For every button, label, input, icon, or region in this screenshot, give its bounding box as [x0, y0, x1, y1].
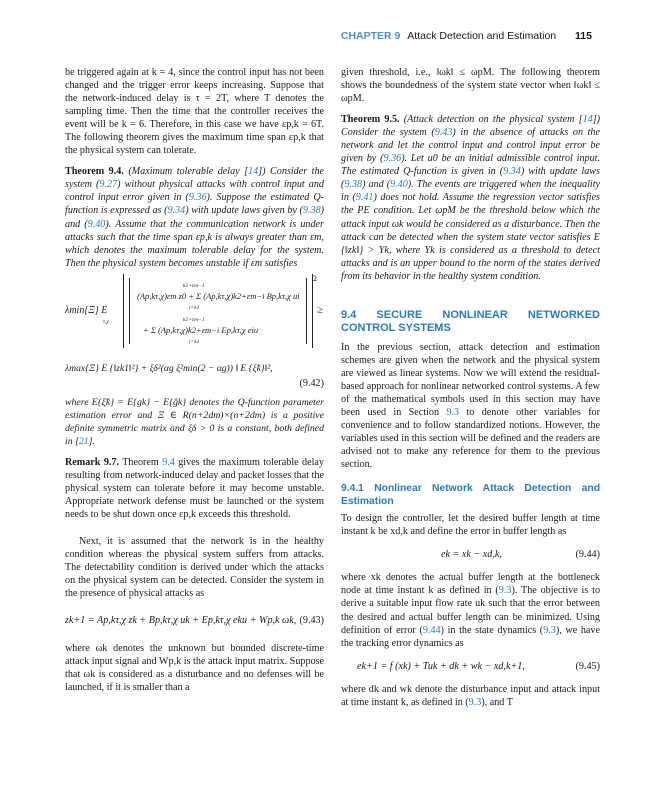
equation-link[interactable]: 9.38 — [344, 179, 363, 191]
sum-upper: k2+εm−1 — [183, 316, 205, 323]
subsection-heading: 9.4.1 Nonlinear Network Attack Detection and Estimation — [341, 483, 600, 507]
equation-link[interactable]: 9.38 — [302, 205, 321, 217]
section-link[interactable]: 9.3 — [446, 406, 460, 418]
equation-link[interactable]: 9.3 — [498, 585, 512, 597]
equation-link[interactable]: 9.40 — [390, 179, 408, 191]
chapter-title: Attack Detection and Estimation — [407, 30, 557, 42]
equation-link[interactable]: 9.40 — [87, 218, 106, 230]
paragraph: where xk denotes the actual buffer length at the bottleneck node at time instant k as defined in (9.3). The objective is to derive a suitable input flow rate uk such that the error between the desired and actual buffer length can be minimized. Using definition of error (9.44) in the state dynamics (9.3), we have the tracking error dynamics as — [341, 572, 601, 649]
paragraph: where E{ξ̃k} = E{gk} − E{ĝk} denotes the Q-function parameter estimation error and Ξ ∈ R(n+2dm)×(n+2dm) is a positive definite symmetric matrix and ξδ > 0 is a constant, both defined in [21]. — [65, 396, 324, 447]
right-column — [341, 66, 600, 709]
paragraph: Next, it is assumed that the network is in the healthy condition whereas the physical system suffers from attacks. The detectability condition is derived under which the attacks on the physical system can be detected. Consider the system in the presence of physical attacks as — [65, 536, 324, 600]
equation-link[interactable]: 9.34 — [503, 166, 521, 178]
equation-link[interactable]: 9.36 — [188, 192, 207, 204]
theorem-9-5: Theorem 9.5. (Attack detection on the physical system [14]) Consider the system (9.43) in the absence of attacks on the network and let the control input and control input error be given by (9.36). Let u0 be an initial admissible control input. The estimated Q-function is given in (9.34) with update laws (9.38) and (9.40). The events are triggered when the inequality in (9.41) does not hold. Assume the regression vector satisfies the PE condition. Let ωpM be the threshold below which the attack input ωk would be considered as a disturbance. Then the attack can be detected when the system state vector satisfies E {‖zk‖} > Υk, where Υk is considered as a threshold to detect attacks and is an upper bound to the norm of the states derived from its behavior in the healthy system condition. — [341, 114, 601, 282]
page-number: 115 — [575, 30, 592, 42]
citation-link[interactable]: 14 — [582, 114, 593, 126]
theorem-label: Theorem 9.4. — [65, 166, 124, 178]
chapter-label: CHAPTER 9 — [340, 30, 401, 42]
equation-9-45: ek+1 = f (xk) + Tuk + dk + wk − xd,k+1, (9.45) — [357, 660, 600, 672]
equation-link[interactable]: 9.36 — [383, 153, 402, 165]
equation-link[interactable]: 9.43 — [434, 127, 453, 139]
remark-9-7: Remark 9.7. Theorem 9.4 gives the maximum tolerable delay resulting from network-induced delay and packet losses that the physical system can tolerate before it may become unstable. Appropriate network defense must be launched or the system needs to be shut down once εp,k exceeds this threshold. — [65, 456, 324, 521]
sum-lower: i=k1 — [189, 304, 200, 311]
equation-number: (9.42) — [299, 377, 324, 389]
theorem-9-4: Theorem 9.4. (Maximum tolerable delay [14]) Consider the system (9.27) without physical attacks with control input and control input error given in (9.36). Suppose the estimated Q-function is expressed as (9.34) with update laws given by (9.38) and (9.40). Assume that the communication network is under attacks such that the time span εp,k is always greater than εm, which denotes the maximum tolerable delay for the system. Then the physical system becomes unstable if εm satisfies — [65, 166, 324, 269]
superscript-2: 2 — [313, 273, 317, 283]
section-heading: 9.4 SECURE NONLINEAR NETWORKED CONTROL SYSTEMS — [341, 308, 600, 334]
equation-link[interactable]: 9.27 — [99, 179, 118, 191]
geq-sign: ≥ — [317, 303, 324, 316]
running-header — [341, 30, 592, 42]
equation-link[interactable]: 9.44 — [422, 624, 441, 636]
paragraph: be triggered again at k = 4, since the control input has not been changed and the trigger error keeps increasing. Suppose that the network-induced delay is τ = 2T, where T denotes the sampling time. Then the time that the controller receives the event will be k = 6. Therefore, in this case we have εp,k = 6T. The following theorem gives the maximum time span εp,k that the physical system can tolerate. — [65, 67, 324, 157]
paragraph: In the previous section, attack detection and estimation schemes are given when the network and the physical system are viewed as linear systems. Now we will extend the residual-based approach for nonlinear networked control systems. A few of the mathematical symbols used in this section may have been used in Section 9.3 to denote other variables for convenience and to follow standardized notions. However, the variables used in this section will be defined and the readers are advised not to make any reference for them to the previous section. — [341, 341, 600, 471]
eq-row-3: λmax{Ξ} E {‖zk1‖²} + ξδ²(αg ξ²min(2 − αg)) ‖ E {ξ̃k}‖², — [65, 362, 273, 374]
theorem-label: Theorem 9.5. — [341, 114, 400, 126]
sum-upper: k2+εm−1 — [183, 282, 205, 289]
equation-number: (9.43) — [299, 615, 324, 627]
equation-link[interactable]: 9.3 — [468, 696, 482, 708]
equation-number: (9.45) — [575, 660, 600, 672]
theorem-link[interactable]: 9.4 — [162, 456, 175, 468]
equation-number: (9.44) — [575, 549, 600, 561]
paragraph: To design the controller, let the desired buffer length at time instant k be xd,k and define the error in buffer length as — [341, 513, 600, 538]
remark-label: Remark 9.7. — [65, 456, 120, 468]
citation-link[interactable]: 14 — [248, 166, 259, 178]
paragraph: where dk and wk denote the disturbance input and attack input at time instant k, as defined in (9.3), and T — [341, 683, 600, 708]
equation-9-43: zk+1 = Ap,kτ,χ zk + Bp,kτ,χ uk + Ep,kτ,χ eku + Wp,k ωk, (9.43) — [65, 615, 324, 627]
eq-row-1: (Ap,kτ,χ)εm z0 + Σ (Ap,kτ,χ)k2+εm−i Bp,kτ,χ ui — [137, 290, 300, 301]
sum-lower: i=k1 — [189, 338, 200, 345]
equation-link[interactable]: 9.41 — [355, 192, 374, 204]
equation-link[interactable]: 9.34 — [167, 205, 186, 217]
citation-link[interactable]: 21 — [78, 435, 89, 447]
paragraph: where ωk denotes the unknown but bounded discrete-time attack input signal and Wp,k is the attack input matrix. Suppose that ωk is considered as a disturbance and no defenses will be launched, if it is smaller than a — [65, 642, 324, 693]
paragraph: given threshold, i.e., ‖ωk‖ ≤ ωpM. The following theorem shows the boundedness of the system state vector when ‖ωk‖ ≤ ωpM. — [341, 67, 600, 105]
eq-row-2: + Σ (Ap,kτ,χ)k2+εm−i Ep,kτ,χ eiu — [143, 324, 259, 335]
left-column — [65, 66, 324, 694]
equation-9-42 — [65, 274, 324, 362]
equation-link[interactable]: 9.3 — [543, 624, 556, 636]
equation-9-44: ek = xk − xd,k, (9.44) — [441, 549, 600, 561]
eq-lhs: λmin{Ξ} E τ,χ — [65, 304, 109, 325]
